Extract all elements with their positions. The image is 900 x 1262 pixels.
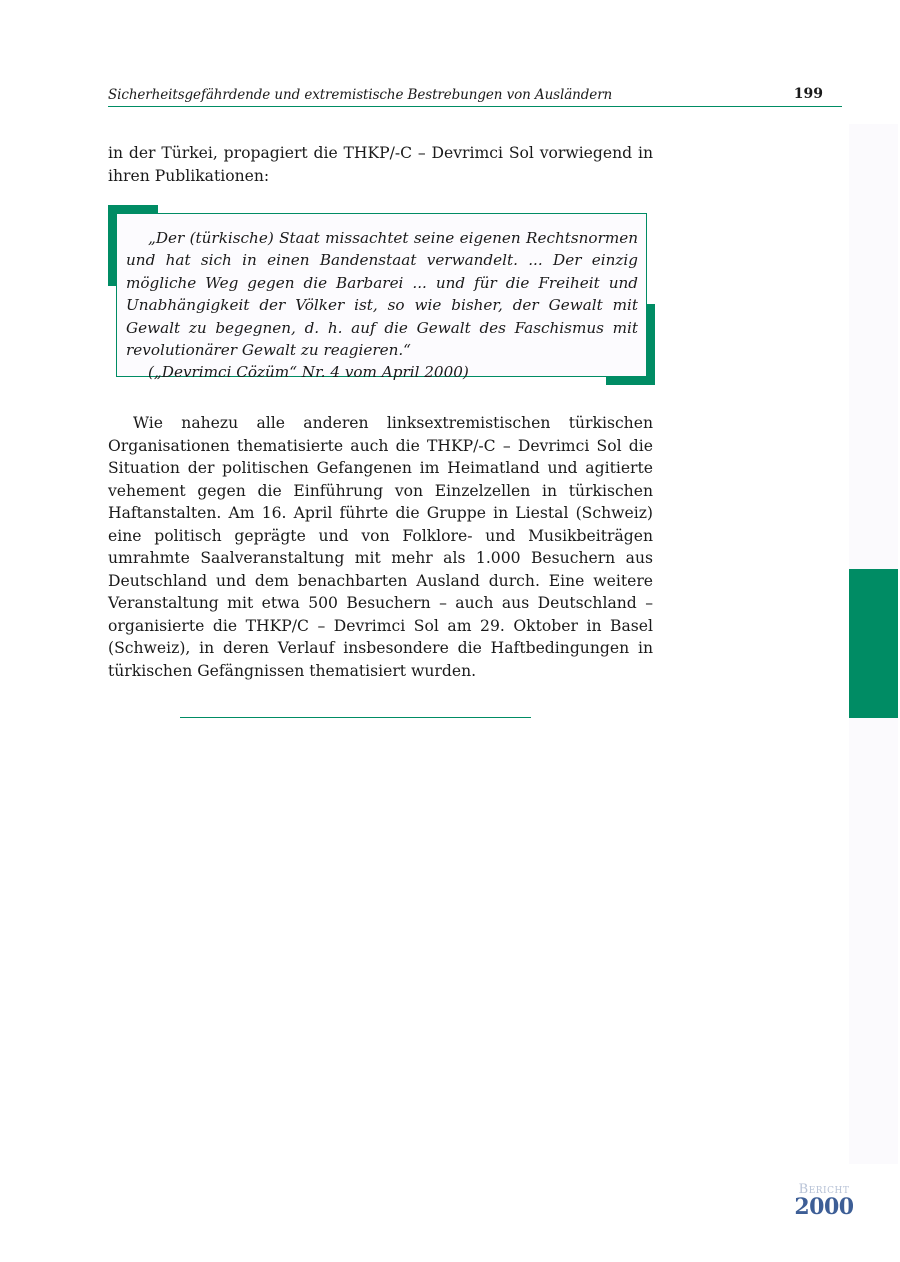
bericht-2000-logo: [789, 1182, 859, 1220]
section-end-rule: [180, 717, 531, 718]
logo-word: Bericht: [798, 1182, 850, 1197]
body-paragraph: Wie nahezu alle anderen linksextremistischen türkischen Organisationen thematisierte auch die THKP/-C – Devrimci Sol die Situation der politischen Gefangenen im Heimatland und agitierte vehement gegen die Einführung von Einzelzellen in türkischen Haftanstalten. Am 16. April führte die Gruppe in Liestal (Schweiz) eine politisch geprägte und von Folklore- und Musikbeiträgen umrahmte Saalveranstaltung mit mehr als 1.000 Besuchern aus Deutschland und dem benachbarten Ausland durch. Eine weitere Veranstaltung mit etwa 500 Besuchern – auch aus Deutschland – organisierte die THKP/C – Devrimci Sol am 29. Oktober in Basel (Schweiz), in deren Verlauf insbesondere die Haftbedingungen in türkischen Gefängnissen thematisiert wurden.: [108, 414, 653, 680]
quote-text: „Der (türkische) Staat missachtet seine eigenen Rechtsnormen und hat sich in einen Bandenstaat verwandelt. ... Der einzig mögliche Weg gegen die Barbarei ... und für die Freiheit und Unabhängigkeit der Völker ist, so wie bisher, der Gewalt mit Gewalt zu begegnen, d. h. auf die Gewalt des Faschismus mit revolutionärer Gewalt zu reagieren.“: [126, 229, 638, 360]
quote-source: („Devrimci Cözüm“ Nr. 4 vom April 2000): [148, 363, 469, 382]
quote-box: [116, 213, 647, 382]
intro-paragraph: in der Türkei, propagiert die THKP/-C – Devrimci Sol vorwiegend in ihren Publikationen:: [108, 144, 653, 185]
page-number: 199: [793, 86, 823, 102]
running-header-title: Sicherheitsgefährdende und extremistische Bestrebungen von Ausländern: [108, 87, 613, 103]
running-header: [108, 86, 842, 107]
logo-year: 2000: [794, 1194, 854, 1220]
chapter-tab-marker: [849, 569, 898, 718]
